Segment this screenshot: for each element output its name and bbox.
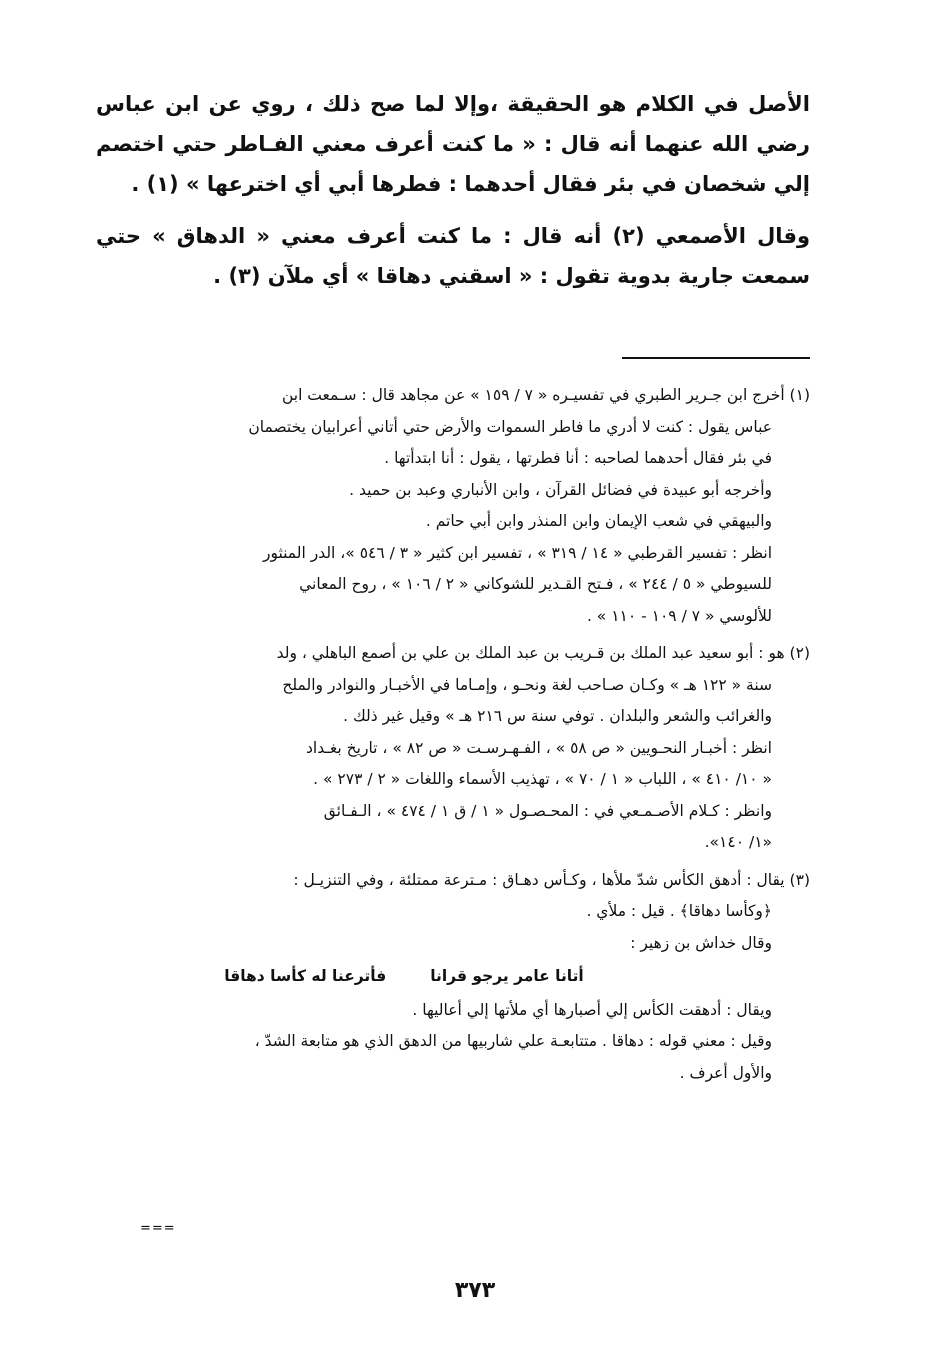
footnote-line: وأخرجه أبو عبيدة في فضائل القرآن ، وابن الأنباري وعبد بن حميد . [349,480,772,499]
main-paragraph: الأصل في الكلام هو الحقيقة ،وإلا لما صح ذلك ، روي عن ابن عباس رضي الله عنهما أنه قال : « ما كنت أعرف معني الفـاطر حتي اختصم إلي شخصان في بئر فقال أحدهما : فطرها أبي أي اخترعها » (١) . [96,92,810,196]
footnote-line: وقال خداش بن زهير : [630,933,772,952]
continuation-marker: === [140,1221,176,1236]
poetry-verse [96,961,772,993]
footnote-separator [622,357,810,359]
footnote-line: (٣) يقال : أدهق الكأس شدّ ملأها ، وكـأس دهـاق : مـترعة ممتلئة ، وفي التنزيـل : [293,870,810,889]
page-number: ٣٧٣ [454,1278,496,1303]
footnote-line: ويقال : أدهقت الكأس إلي أصبارها أي ملأتها إلي أعاليها . [412,1000,772,1019]
verse-first-hemistich: أتانا عامر يرجو قرانا [430,967,584,985]
main-paragraph: وقال الأصمعي (٢) أنه قال : ما كنت أعرف معني « الدهاق » حتي سمعت جارية بدوية تقول : « اسقني دهاقا » أي ملآن (٣) . [96,224,810,288]
footnote-line: للسيوطي « ٥ / ٢٤٤ » ، فـتح القـدير للشوكاني « ٢ / ١٠٦ » ، روح المعاني [299,575,772,593]
footnotes [96,380,810,1095]
footnote-line: وانظر : كـلام الأصـمـعي في : المحـصـول « ١ / ق ١ / ٤٧٤ » ، الـفـائق [323,801,772,820]
footnote-line: والغرائب والشعر والبلدان . توفي سنة س ٢١٦ هـ » وقيل غير ذلك . [343,707,772,725]
footnote-line: وقيل : معني قوله : دهاقا . متتابعـة علي شاربيها من الدهق الذي هو متابعة الشدّ ، [254,1032,772,1050]
footnote-2 [96,638,810,859]
footnote-1 [96,380,810,632]
footnote-line: للألوسي « ٧ / ١٠٩ - ١١٠ » . [586,606,772,625]
footnote-line: عباس يقول : كنت لا أدري ما فاطر السموات والأرض حتي أتاني أعرابيان يختصمان [248,417,772,436]
footnote-line: سنة « ١٢٢ هـ » وكـان صـاحب لغة ونحـو ، وإمـاما في الأخبـار والنوادر والملح [282,675,772,694]
verse-second-hemistich: فأترعنا له كأسا دهاقا [224,967,387,985]
footnote-line: « ١٠/ ٤١٠ » ، اللباب « ١ / ٧٠ » ، تهذيب الأسماء واللغات « ٢ / ٢٧٣ » . [313,770,772,788]
footnote-line: انظر : أخبـار النحـويين « ص ٥٨ » ، الفـهـرسـت « ص ٨٢ » ، تاريخ بغـداد [306,738,772,757]
main-text [96,84,810,296]
footnote-line: «١/ ١٤٠». [704,833,772,851]
footnote-line: والبيهقي في شعب الإيمان وابن المنذر وابن أبي حاتم . [425,512,772,530]
footnote-line: (٢) هو : أبو سعيد عبد الملك بن قـريب بن عبد الملك بن علي بن أصمع الباهلي ، ولد [276,644,810,662]
footnote-line: (١) أخرج ابن جـرير الطبري في تفسيـره « ٧ / ١٥٩ » عن مجاهد قال : سـمعت ابن [281,386,810,404]
footnote-line: ﴿وكأسا دهاقا﴾ . قيل : ملأي . [586,902,772,920]
footnote-line: انظر : تفسير القرطبي « ١٤ / ٣١٩ » ، تفسير ابن كثير « ٣ / ٥٤٦ »، الدر المنثور [262,543,772,562]
footnote-line: في بئر فقال أحدهما لصاحبه : أنا فطرتها ، يقول : أنا ابتدأتها . [384,449,772,467]
footnote-3 [96,865,810,1090]
footnote-line: والأول أعرف . [679,1063,772,1082]
